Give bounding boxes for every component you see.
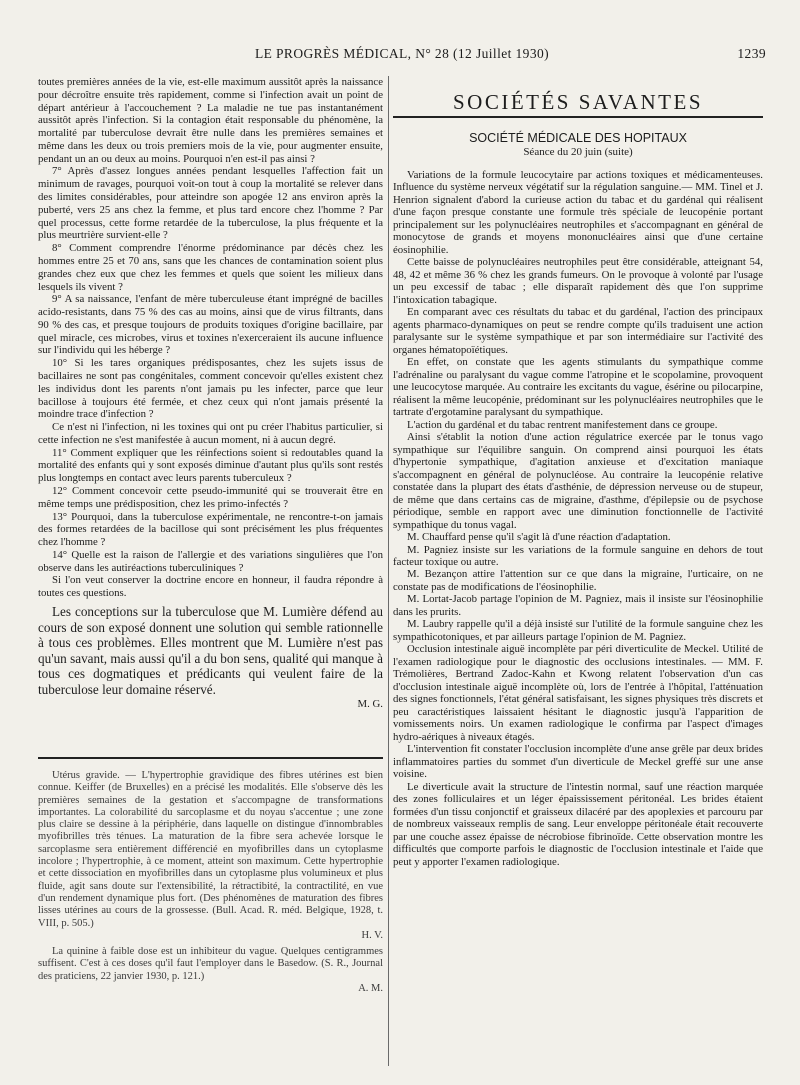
left-paragraph: 12° Comment concevoir cette pseudo-immunité qui se trouverait être en même temps une prédisposition, chez les primo-infectés ? [38,485,383,510]
note-uterus: Utérus gravide. — L'hypertrophie gravidique des fibres utérines est bien connue. Keiffer (de Bruxelles) en a précisé les modalités. Elle s'observe dès les premières semaines de la gestation et s'accompagne de transformations importantes. La colorabilité du sarcoplasme et du noyau s'accentue ; une zone plus claire se dessine à la périphérie, dans laquelle on distingue d'innombrables myofibrilles très ténues. La maturation de la fibre sera achevée lorsque le sarcoplasme sera entièrement différencié en myofibrilles dans un cytoplasme incolore ; l'hypertrophie, à ce moment, atteint son maximum. Cette hypertrophie et cette dissociation en myofibrilles dans un cytoplasme plus volumineux et plus fluide, agit sans doute sur l'extensibilité, la rétractibité, la contractilité, en vue d'un rendement dynamique plus fort. (Des phénomènes de maturation des fibres lisses utérines au cours de la grossesse. (Bull. Acad. R. méd. Belgique, 1928, t. VIII, p. 505.) [38,770,383,929]
society-title: SOCIÉTÉ MÉDICALE DES HOPITAUX [469,131,687,145]
right-paragraph: En effet, on constate que les agents stimulants du sympathique comme l'adrénaline ou paralysant du vague comme l'atropine et le scopolamine, provoquent une leucocytose marquée. Au contraire les excitants du vague, ésérine ou pilocarpine, réalisent la même leucopénie, prédominant sur les polynucléaires neutrophiles que le tartrate d'ergotamine paralysant du sympathique. [393,356,763,419]
right-paragraph: M. Chauffard pense qu'il s'agit là d'une réaction d'adaptation. [407,531,671,544]
note-signature: H. V. [361,929,383,941]
right-column [393,90,763,1030]
conclusion-signature: M. G. [357,697,383,710]
left-paragraph: 13° Pourquoi, dans la tuberculose expérimentale, ne rencontre-t-on jamais des formes retardées de la bacillose qui sont précisément les plus fréquentes chez l'homme ? [38,510,383,549]
left-column [38,76,383,766]
page-header [38,46,766,64]
column-divider [388,76,389,1066]
right-paragraph: Ainsi s'établit la notion d'une action régulatrice exercée par le tonus vago sympathique sur l'équilibre sanguin. On comprend ainsi pourquoi les états d'hypertonie sympathique, d'agitation anxieuse et d'excitation maniaque s'accompagnent en général de polynucléose. Au contraire la leucopénie relative constatée dans la plupart des états d'asthénie, de dépression nerveuse ou de stupeur, de même que dans certains cas de migraine, d'asthme, d'épilepsie ou de psychose périodique, semble en rapport avec une diminution fonctionnelle de l'activité sympathique du tonus vagal. [393,431,763,531]
right-paragraph: M. Laubry rappelle qu'il a déjà insisté sur l'utilité de la formule sanguine chez les sympathicotoniques, et par ailleurs partage l'opinion de M. Pagniez. [393,618,763,643]
session-date: Séance du 20 juin (suite) [523,146,633,159]
note-quinine: La quinine à faible dose est un inhibiteur du vague. Quelques centigrammes suffisent. C'est à ces doses qu'il faut l'employer dans le Basedow. (S. R., Journal des praticiens, 22 janvier 1930, p. 121.) [38,946,383,982]
right-paragraph: M. Pagniez insiste sur les variations de la formule sanguine en dehors de tout facteur toxique ou autre. [393,543,763,568]
right-paragraph: En comparant avec ces résultats du tabac et du gardénal, l'action des principaux agents pharmaco-dynamiques on peut se rendre compte qu'ils traduisent une action paralysante sur le système sympathique et par son intermédiaire sur l'activité des organes hématopoïétiques. [393,306,763,356]
right-paragraph: L'intervention fit constater l'occlusion incomplète d'une anse grêle par deux brides inflammatoires parties du sommet d'un diverticule de Meckel greffé sur une anse voisine. [393,743,763,781]
right-paragraph: L'action du gardénal et du tabac rentrent manifestement dans ce groupe. [407,418,718,431]
left-paragraph: 7° Après d'assez longues années pendant lesquelles l'affection fait un minimum de ravages, pourquoi voit-on tout à coup la mortalité se relever dans des limites considérables, pour atteindre son apogée 12 ans environ après la puberté, vers 25 ans chez la femme, et plus tard encore chez l'homme ? Par quel processus, cette forme retardée de la tuberculose, la plus fréquente et la plus meurtrière survient-elle ? [38,165,383,242]
section-title: SOCIÉTÉS SAVANTES [393,90,763,118]
left-paragraph: 8° Comment comprendre l'énorme prédominance par décès chez les hommes entre 25 et 70 ans, sans que les chances de contamination soient plus grandes chez eux que chez les femmes et quels que soient les milieux dans lesquels ils vivent ? [38,242,383,293]
notes-column [38,770,383,1070]
right-paragraph: M. Bezançon attire l'attention sur ce que dans la migraine, l'urticaire, on ne constate pas de modifications de l'éosinophilie. [393,568,763,593]
conclusion-paragraph: Les conceptions sur la tuberculose que M. Lumière défend au cours de son exposé donnent une solution qui semble rationnelle à tous ces problèmes. Elles montrent que M. Lumière n'est pas qu'un savant, mais aussi qu'il a du bon sens, qualité qui manque à tous ces dogmatiques et prédicants qui veulent faire de la tuberculose leur domaine réservé. [38,604,383,697]
right-paragraph: Cette baisse de polynucléaires neutrophiles peut être considérable, atteignant 54, 48, 42 et même 36 % chez les grands fumeurs. On le provoque à volonté par l'usage un peu excessif de tabac ; elle disparaît rapidement dès que l'on supprime l'intoxication tabagique. [393,256,763,306]
left-paragraph: 9° A sa naissance, l'enfant de mère tuberculeuse étant imprégné de bacilles acido-resistants, dans 75 % des cas au moins, ainsi que de virus filtrants, dans 90 % des cas, et presque toujours de produits toxiques d'origine bacillaire, par quel miracle, ces microbes, virus et toxines n'exerceraient ils aucune influence sur l'individu qui les héberge ? [38,293,383,357]
note-signature: A. M. [358,983,383,995]
right-paragraph: M. Lortat-Jacob partage l'opinion de M. Pagniez, mais il insiste sur l'éosinophilie dans les prurits. [393,593,763,618]
right-paragraph: Le diverticule avait la structure de l'intestin normal, sauf une réaction marquée des zones folliculaires et un léger épaississement péritonéal. Les brides étaient formées d'un tissu conjonctif et graisseux dilacéré par des apoplexies et parcouru par de nombreux vaisseaux remplis de sang. Leur enveloppe péritonéale était recouverte par une couche assez épaisse de nécrobiose fibrinoïde. Cette observation montre les difficultés que comporte parfois le diagnostic de l'occlusion intestinale et l'aide que peut y apporter l'examen radiologique. [393,780,763,868]
journal-title: LE PROGRÈS MÉDICAL, N° 28 (12 Juillet 1930) [254,46,550,61]
section-separator [38,757,383,759]
page-number: 1239 [737,46,766,61]
left-paragraph: 14° Quelle est la raison de l'allergie et des variations singulières que l'on observe dans les autiréactions tuberculiniques ? [38,548,383,574]
left-paragraph: toutes premières années de la vie, est-elle maximum aussitôt après la naissance pour décroître ensuite très rapidement, comme si l'infection avait un point de départ antérieur à l'accouchement ? La maladie ne tue pas instantanément aussitôt après l'infection. Si la contagion était responsable du phénomène, la mortalité par tuberculose devrait être nulle dans les premières semaines et même dans les deux ou trois premiers mois de la vie, pour augmenter ensuite, pendant un an ou deux au moins. Pourquoi n'en est-il pas ainsi ? [38,76,383,165]
left-paragraph: Ce n'est ni l'infection, ni les toxines qui ont pu créer l'habitus particulier, si cette infection ne s'est manifestée à aucun moment, ni à aucun degré. [38,421,383,446]
right-paragraph: Occlusion intestinale aiguë incomplète par péri diverticulite de Meckel. Utilité de l'examen radiologique pour le diagnostic des occlusions intestinales. — MM. F. Trémolières, Bertrand Zadoc-Kahn et Kwong relatent l'observation d'un cas d'occlusion intestinale aiguë incomplète où, lors de l'entrée à l'hôpital, l'atténuation des signes fonctionnels, l'état général satisfaisant, les signes physiques très discrets et peu caractéristiques laissaient hésitant le diagnostic jusqu'à l'apparition de vomissements noirs. Un examen radiologique le confirma par l'aspect d'images hydro-aériques à niveaux étagés. [393,643,763,743]
left-paragraph: 11° Comment expliquer que les réinfections soient si redoutables quand la mortalité des enfants qui y sont exposés diminue d'autant plus qu'ils sont restés plus longtemps en contact avec leurs parents tuberculeux ? [38,446,383,485]
left-paragraph: 10° Si les tares organiques prédisposantes, chez les sujets issus de bacillaires ne sont pas congénitales, comment concevoir qu'elles existent chez les individus dont les parents n'ont jamais pu les infecter, parce que leur bacillose à toujours été fermée, et chez ceux qui n'ont jamais présenté la moindre trace d'infection ? [38,357,383,421]
right-paragraph: Variations de la formule leucocytaire par actions toxiques et médicamenteuses. Influence du système nerveux végétatif sur la régulation sanguine.— MM. Tinel et J. Henrion signalent d'abord la curieuse action du tabac et du gardénal qui réalisent d'une façon presque constante une formule très spéciale de leucopénie portant principalement sur les polynucléaires neutrophiles et s'accompagnant en général de monocytose de grands et moyens mononucléaires ainsi que d'une certaine éosinophilie. [393,168,763,256]
left-paragraph: Si l'on veut conserver la doctrine encore en honneur, il faudra répondre à toutes ces questions. [38,574,383,600]
